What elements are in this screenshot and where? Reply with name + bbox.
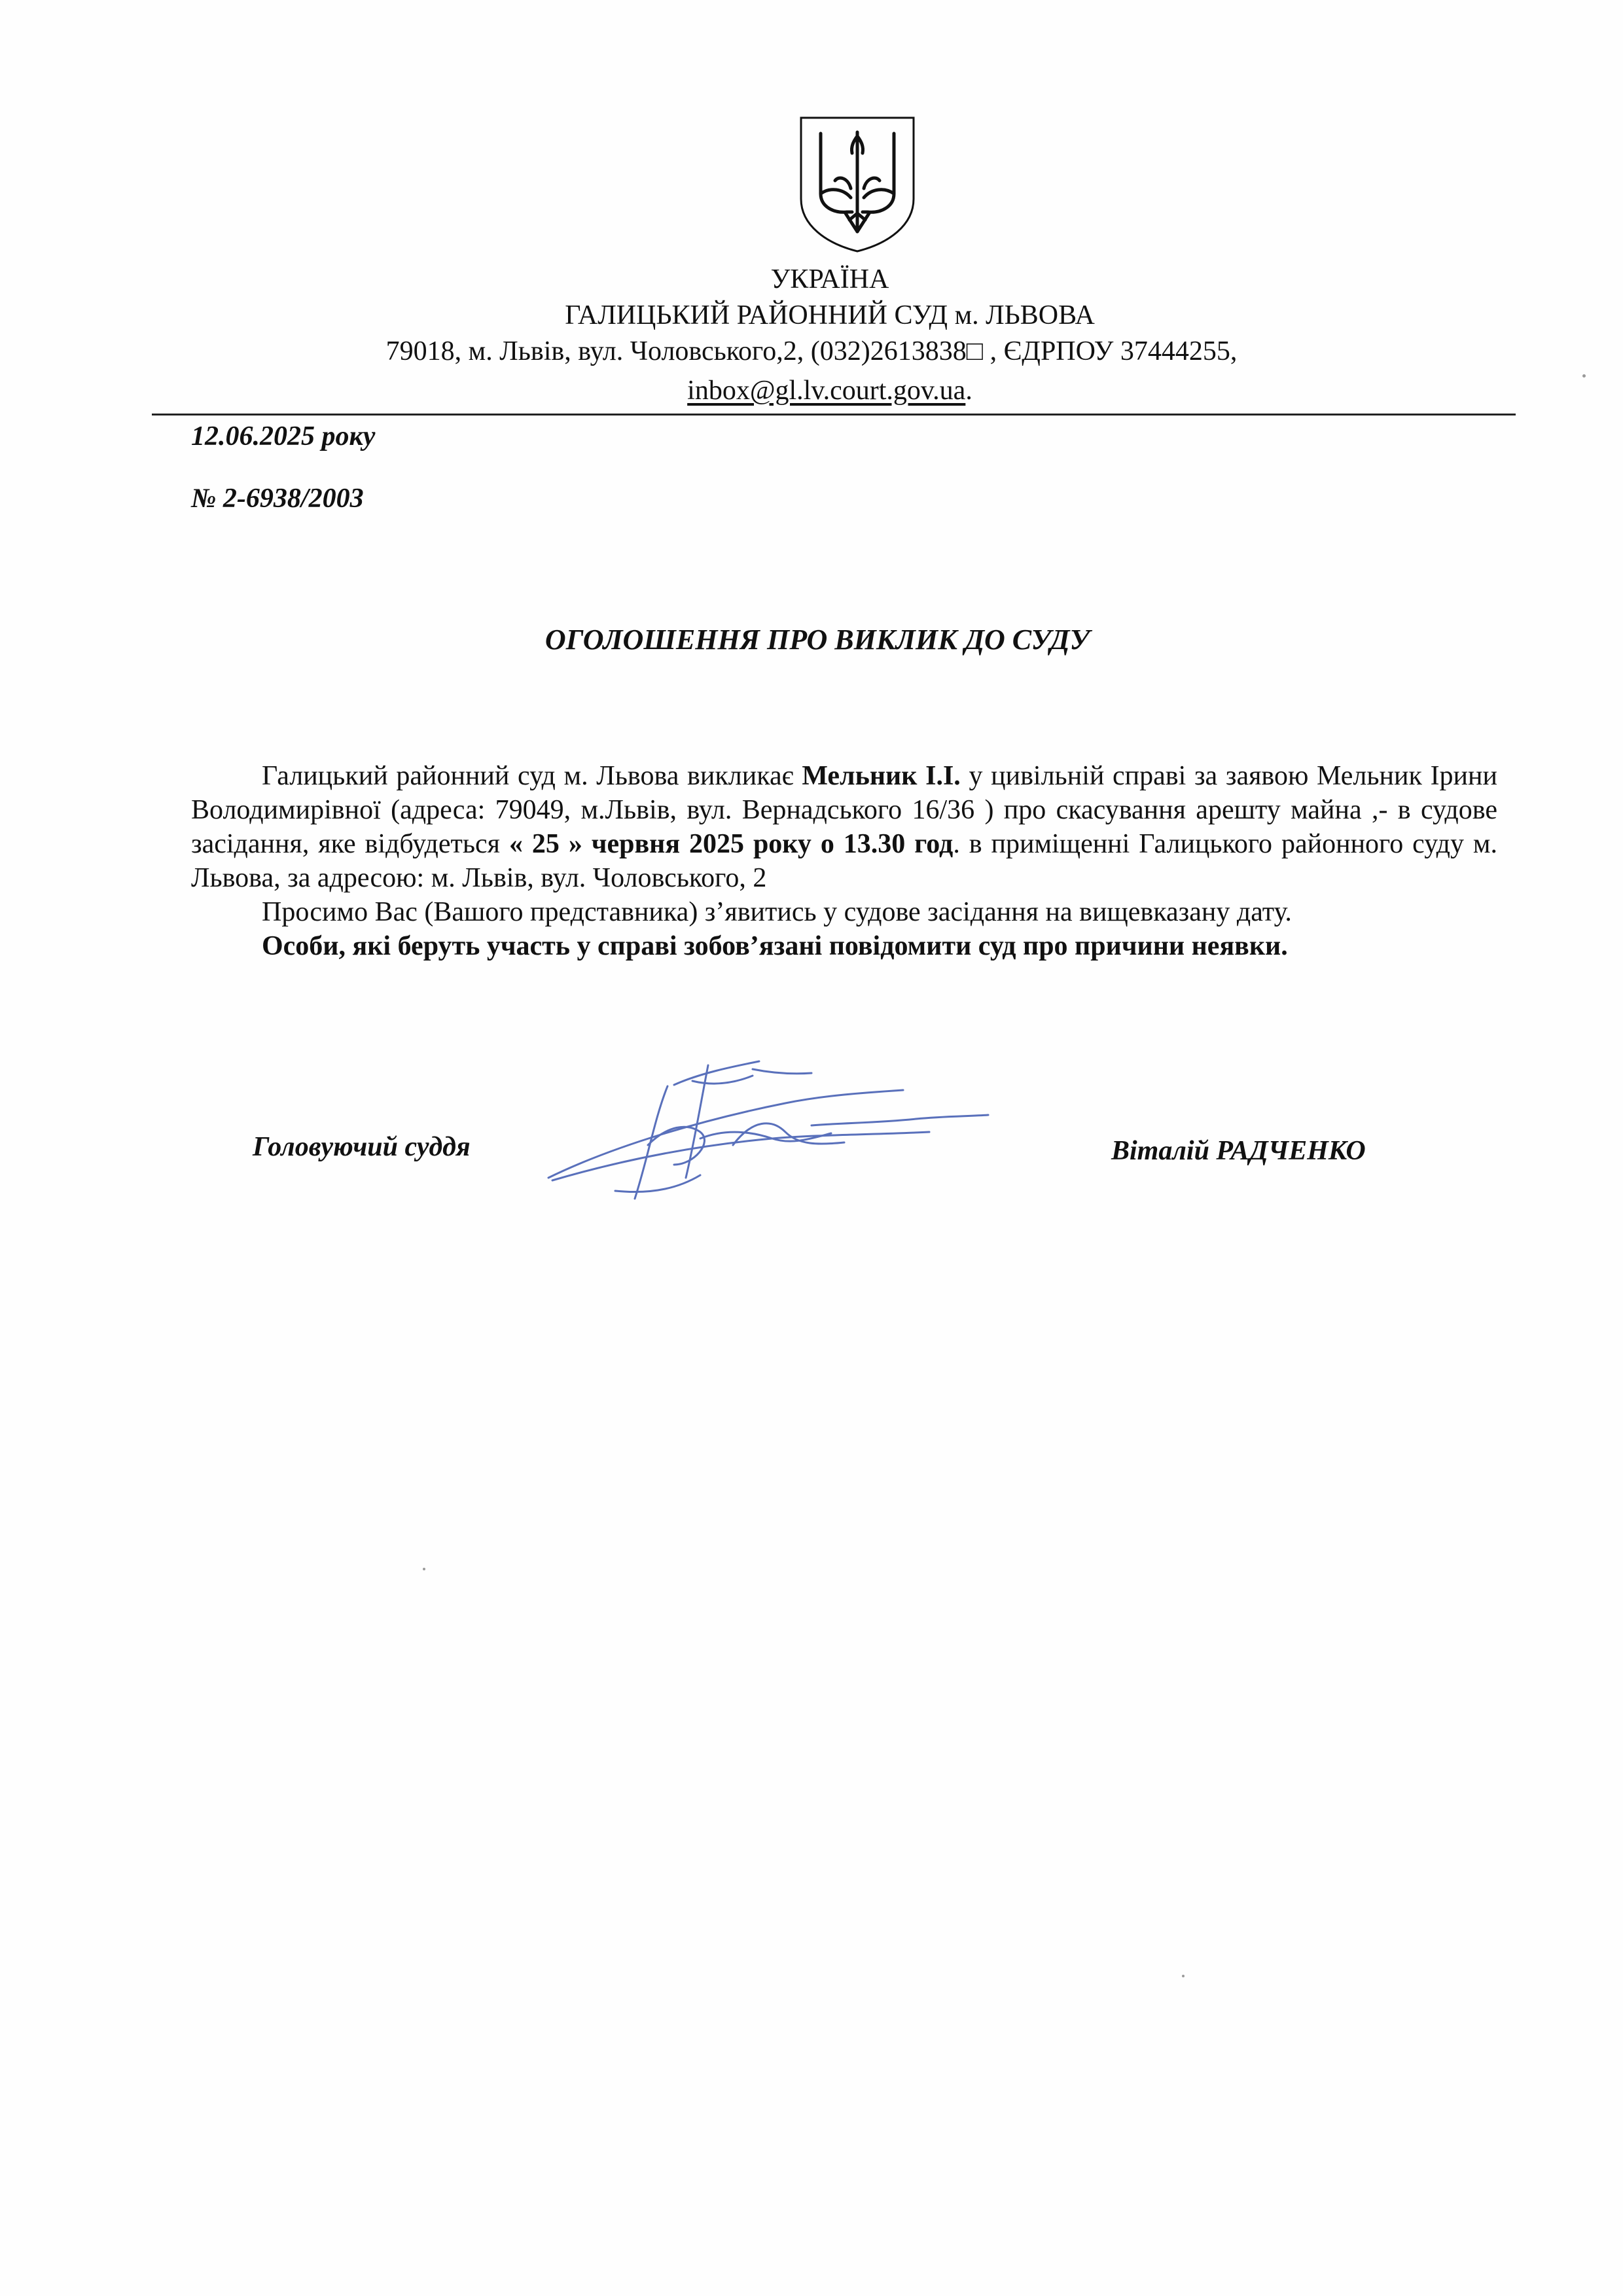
header-divider	[152, 414, 1516, 415]
summoned-person: Мельник І.І.	[802, 761, 961, 791]
header-address: 79018, м. Львів, вул. Чоловського,2, (032)2613838□ , ЄДРПОУ 37444255,	[385, 336, 1238, 366]
header-email[interactable]: inbox@gl.lv.court.gov.ua	[687, 376, 966, 406]
document-date: 12.06.2025 року	[191, 421, 376, 451]
scan-speck	[1182, 1975, 1185, 1977]
signer-name: Віталій РАДЧЕНКО	[1111, 1136, 1366, 1166]
obligation-text: Особи, які беруть участь у справі зобов’язані повідомити суд про причини неявки.	[262, 931, 1288, 961]
paragraph-request: Просимо Вас (Вашого представника) з’явитись у судове засідання на вищевказану дату.	[262, 897, 1292, 927]
body-text-segment: у цивільній справі за заявою Мельник Ірини Володимирівної (адреса: 79049, м.Львів, вул. Вернадського 16/36 ) про скасування арешту майна ,- в судове засідання, яке відбудеться	[191, 761, 1497, 859]
body-text-segment: Галицький районний суд м. Львова викликає	[262, 761, 802, 791]
header-court-name: ГАЛИЦЬКИЙ РАЙОННИЙ СУД м. ЛЬВОВА	[565, 300, 1095, 330]
document-body	[191, 759, 1497, 963]
scan-speck	[1582, 374, 1586, 378]
paragraph-summons	[191, 759, 1497, 895]
body-text-segment: . в приміщенні Галицького районного суду м. Львова, за адресою: м. Львів, вул. Чоловського, 2	[191, 829, 1498, 893]
handwritten-signature	[537, 1047, 995, 1217]
paragraph-obligation	[191, 929, 1497, 963]
header-email-line	[18, 374, 1623, 407]
scan-speck	[423, 1568, 425, 1570]
header-country: УКРАЇНА	[770, 264, 889, 294]
document-title: ОГОЛОШЕННЯ ПРО ВИКЛИК ДО СУДУ	[544, 624, 1090, 656]
hearing-datetime: « 25 » червня 2025 року о 13.30 год	[508, 829, 954, 859]
coat-of-arms-trident-icon	[797, 115, 918, 254]
signer-role: Головуючий суддя	[253, 1132, 471, 1162]
case-number: № 2-6938/2003	[191, 484, 364, 514]
header-email-suffix: .	[965, 376, 972, 406]
